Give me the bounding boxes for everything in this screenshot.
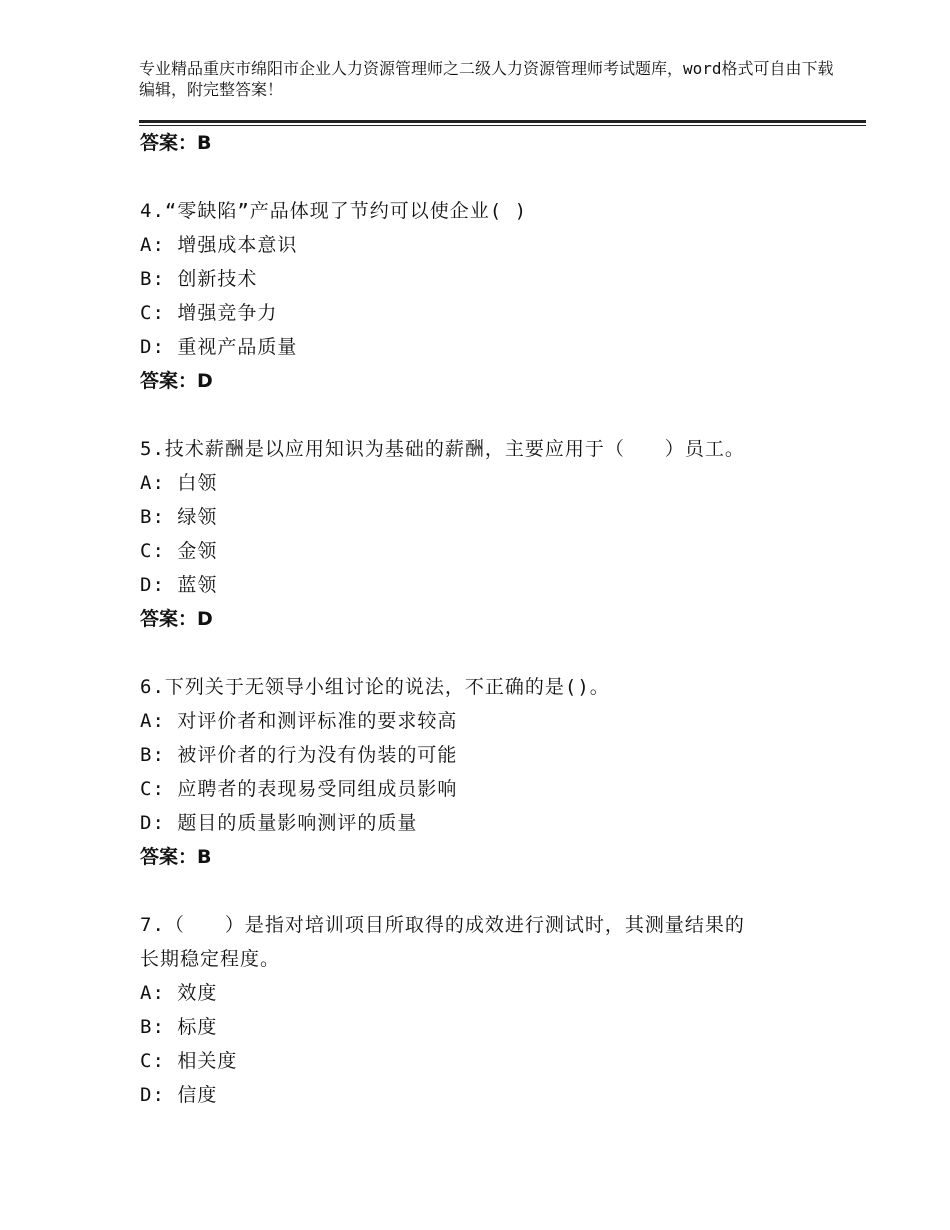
option-c: C: 相关度 xyxy=(140,1050,238,1072)
question-stem: 5.技术薪酬是以应用知识为基础的薪酬，主要应用于（ ）员工。 xyxy=(140,438,745,460)
option-a: A: 对评价者和测评标准的要求较高 xyxy=(140,710,458,732)
option-d: D: 信度 xyxy=(140,1084,218,1106)
option-b: B: 标度 xyxy=(140,1016,218,1038)
option-d: D: 题目的质量影响测评的质量 xyxy=(140,812,418,834)
question-stem: 6.下列关于无领导小组讨论的说法，不正确的是()。 xyxy=(140,676,610,698)
question-7 xyxy=(140,908,840,1112)
answer-label: 答案：D xyxy=(140,370,213,392)
question-stem-line-1: 7.（ ）是指对培训项目所取得的成效进行测试时，其测量结果的 xyxy=(140,914,745,936)
option-a: A: 白领 xyxy=(140,472,218,494)
document-header: 专业精品重庆市绵阳市企业人力资源管理师之二级人力资源管理师考试题库，word格式可自由下载编辑，附完整答案！ xyxy=(139,59,834,99)
answer-label: 答案：B xyxy=(140,846,212,868)
option-d: D: 重视产品质量 xyxy=(140,336,298,358)
option-b: B: 创新技术 xyxy=(140,268,258,290)
question-list xyxy=(140,126,840,1112)
option-b: B: 被评价者的行为没有伪装的可能 xyxy=(140,744,458,766)
option-c: C: 应聘者的表现易受同组成员影响 xyxy=(140,778,458,800)
option-b: B: 绿领 xyxy=(140,506,218,528)
question-4 xyxy=(140,194,840,398)
question-6 xyxy=(140,670,840,874)
option-d: D: 蓝领 xyxy=(140,574,218,596)
question-stem-line-2: 长期稳定程度。 xyxy=(140,948,281,970)
question-stem: 4.“零缺陷”产品体现了节约可以使企业( ) xyxy=(140,200,528,222)
option-a: A: 增强成本意识 xyxy=(140,234,298,256)
option-c: C: 金领 xyxy=(140,540,218,562)
question-5 xyxy=(140,432,840,636)
header-divider-thick xyxy=(139,120,866,123)
answer-label: 答案：D xyxy=(140,608,213,630)
answer-label: 答案：B xyxy=(140,132,212,154)
option-a: A: 效度 xyxy=(140,982,218,1004)
option-c: C: 增强竞争力 xyxy=(140,302,278,324)
